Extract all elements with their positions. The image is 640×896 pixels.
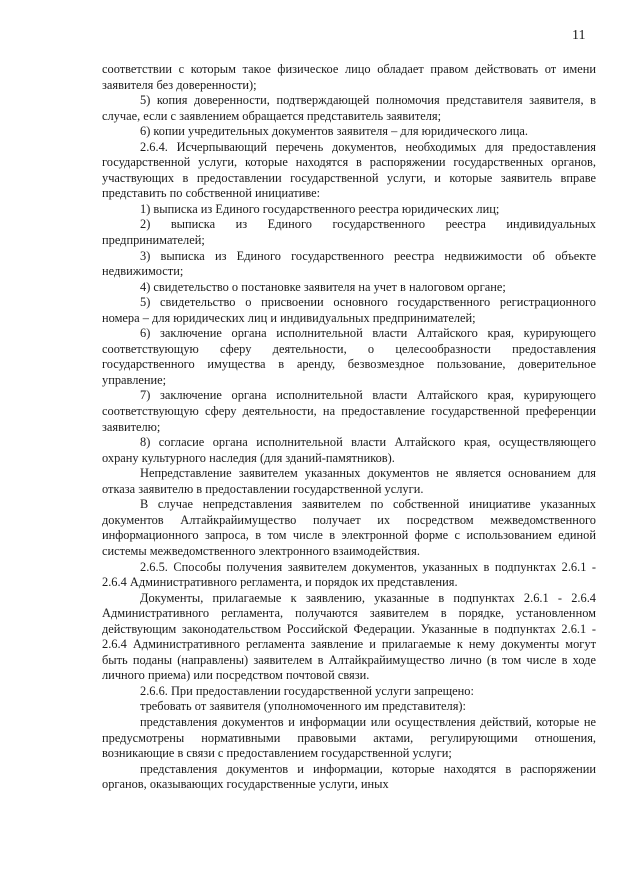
paragraph: представления документов и информации, которые находятся в распоряжении органов, оказывающих государственные услуги, иных bbox=[102, 761, 596, 792]
paragraph: Непредставление заявителем указанных документов не является основанием для отказа заявителю в предоставлении государственной услуги. bbox=[102, 466, 596, 496]
paragraph: 1) выписка из Единого государственного реестра юридических лиц; bbox=[140, 201, 500, 216]
paragraph: 2.6.5. Способы получения заявителем документов, указанных в подпунктах 2.6.1 - 2.6.4 Административного регламента, и порядок их представления. bbox=[102, 559, 596, 590]
paragraph: 6) заключение органа исполнительной власти Алтайского края, курирующего соответствующую сферу деятельности, о целесообразности предоставления государственного имущества в аренду, безвозмездное пользование, доверительное управление; bbox=[102, 326, 596, 387]
paragraph: 3) выписка из Единого государственного реестра недвижимости об объекте недвижимости; bbox=[102, 248, 596, 279]
paragraph: требовать от заявителя (уполномоченного им представителя): bbox=[140, 699, 466, 714]
paragraph: 6) копии учредительных документов заявителя – для юридического лица. bbox=[140, 124, 528, 139]
paragraph: В случае непредставления заявителем по собственной инициативе указанных документов Алтайкрайимущество получает их посредством межведомственного информационного запроса, в том числе в электронной форме с использованием единой системы межведомственного электронного взаимодействия. bbox=[102, 497, 596, 558]
paragraph: 5) копия доверенности, подтверждающей полномочия представителя заявителя, в случае, если с заявлением обращается представитель заявителя; bbox=[102, 93, 596, 123]
paragraph: 2.6.6. При предоставлении государственной услуги запрещено: bbox=[140, 683, 474, 698]
paragraph: 2.6.4. Исчерпывающий перечень документов, необходимых для предоставления государственной услуги, которые находятся в распоряжении государственных органов, участвующих в предоставлении государственной услуги, и которые заявитель вправе представить по собственной инициативе: bbox=[102, 139, 596, 201]
paragraph: 8) согласие органа исполнительной власти Алтайского края, осуществляющего охрану культурного наследия (для зданий-памятников). bbox=[102, 435, 596, 465]
paragraph: представления документов и информации или осуществления действий, которые не предусмотрены нормативными правовыми актами, регулирующими отношения, возникающие в связи с предоставлением государственной услуги; bbox=[102, 714, 596, 761]
paragraph: 5) свидетельство о присвоении основного государственного регистрационного номера – для юридических лиц и индивидуальных предпринимателей; bbox=[102, 295, 596, 325]
paragraph: 7) заключение органа исполнительной власти Алтайского края, курирующего соответствующую сферу деятельности, на предоставление государственной преференции заявителю; bbox=[102, 388, 596, 434]
page-number: 11 bbox=[572, 28, 586, 43]
paragraph: 2) выписка из Единого государственного реестра индивидуальных предпринимателей; bbox=[102, 217, 596, 248]
paragraph: 4) свидетельство о постановке заявителя на учет в налоговом органе; bbox=[140, 279, 506, 294]
paragraph: Документы, прилагаемые к заявлению, указанные в подпунктах 2.6.1 - 2.6.4 Административного регламента, получаются заявителем в порядке, установленном действующим законодательством Российской Федерации. Указанные в подпунктах 2.6.1 - 2.6.4 Административного регламента заявление и прилагаемые к нему документы могут быть поданы (направлены) заявителем в Алтайкрайимущество лично (в том числе в ходе личного приема) или посредством почтовой связи. bbox=[102, 590, 596, 683]
paragraph: соответствии с которым такое физическое лицо обладает правом действовать от имени заявителя без доверенности); bbox=[102, 62, 596, 92]
document-body bbox=[102, 62, 596, 793]
